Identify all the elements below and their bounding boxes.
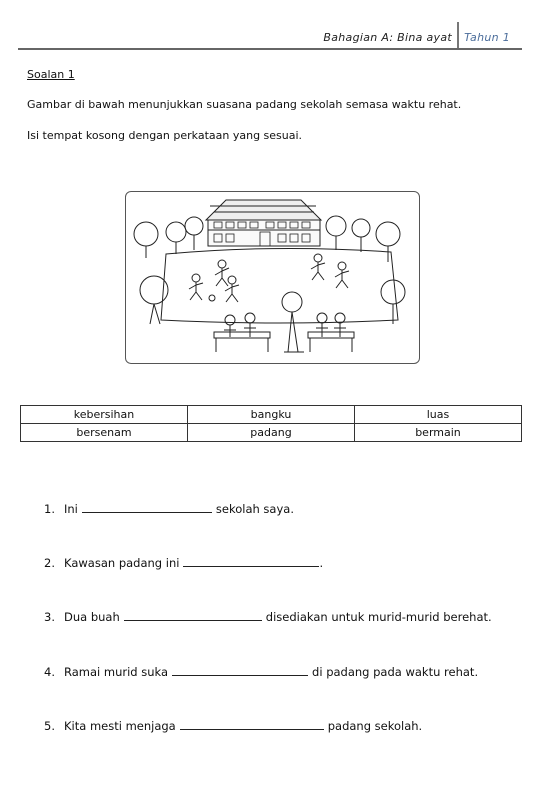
word-cell: luas (355, 406, 522, 424)
header-rule (18, 48, 522, 50)
word-bank-table (20, 405, 522, 442)
item-text-before: Ramai murid suka (64, 665, 169, 679)
answer-blank[interactable] (180, 728, 324, 730)
bench-icon (214, 313, 354, 352)
table-row (21, 424, 522, 442)
word-cell: padang (188, 424, 355, 442)
word-cell: kebersihan (21, 406, 188, 424)
section-title: Bahagian A: Bina ayat (323, 31, 452, 44)
question-title: Soalan 1 (27, 68, 75, 81)
item-text-after: . (319, 556, 324, 570)
tree-icon (282, 292, 304, 352)
exercise-item-5 (44, 719, 422, 733)
answer-blank[interactable] (124, 619, 262, 621)
exercise-item-4 (44, 665, 478, 679)
item-text-before: Kawasan padang ini (64, 556, 180, 570)
item-number: 1. (44, 502, 55, 516)
table-row (21, 406, 522, 424)
item-text-after: disediakan untuk murid-murid berehat. (265, 610, 492, 624)
page-header (18, 22, 522, 50)
instruction-text: Isi tempat kosong dengan perkataan yang sesuai. (27, 129, 303, 142)
item-text-before: Kita mesti menjaga (64, 719, 176, 733)
header-divider (457, 22, 459, 50)
school-building-icon (206, 200, 321, 246)
item-text-after: sekolah saya. (215, 502, 294, 516)
item-number: 5. (44, 719, 55, 733)
item-text-before: Ini (64, 502, 78, 516)
word-cell: bangku (188, 406, 355, 424)
item-number: 4. (44, 665, 55, 679)
exercise-item-2 (44, 556, 323, 570)
instruction-text: Gambar di bawah menunjukkan suasana padang sekolah semasa waktu rehat. (27, 98, 462, 111)
answer-blank[interactable] (183, 565, 319, 567)
school-field-drawing (126, 192, 419, 363)
item-text-after: di padang pada waktu rehat. (312, 665, 479, 679)
school-field-illustration (125, 191, 420, 364)
item-text-before: Dua buah (64, 610, 120, 624)
word-cell: bermain (355, 424, 522, 442)
answer-blank[interactable] (82, 511, 212, 513)
item-number: 3. (44, 610, 55, 624)
answer-blank[interactable] (172, 674, 308, 676)
exercise-item-1 (44, 502, 294, 516)
word-cell: bersenam (21, 424, 188, 442)
grade-label: Tahun 1 (464, 31, 510, 44)
item-text-after: padang sekolah. (327, 719, 423, 733)
children-playing-icon (189, 254, 349, 302)
exercise-item-3 (44, 610, 492, 624)
item-number: 2. (44, 556, 55, 570)
